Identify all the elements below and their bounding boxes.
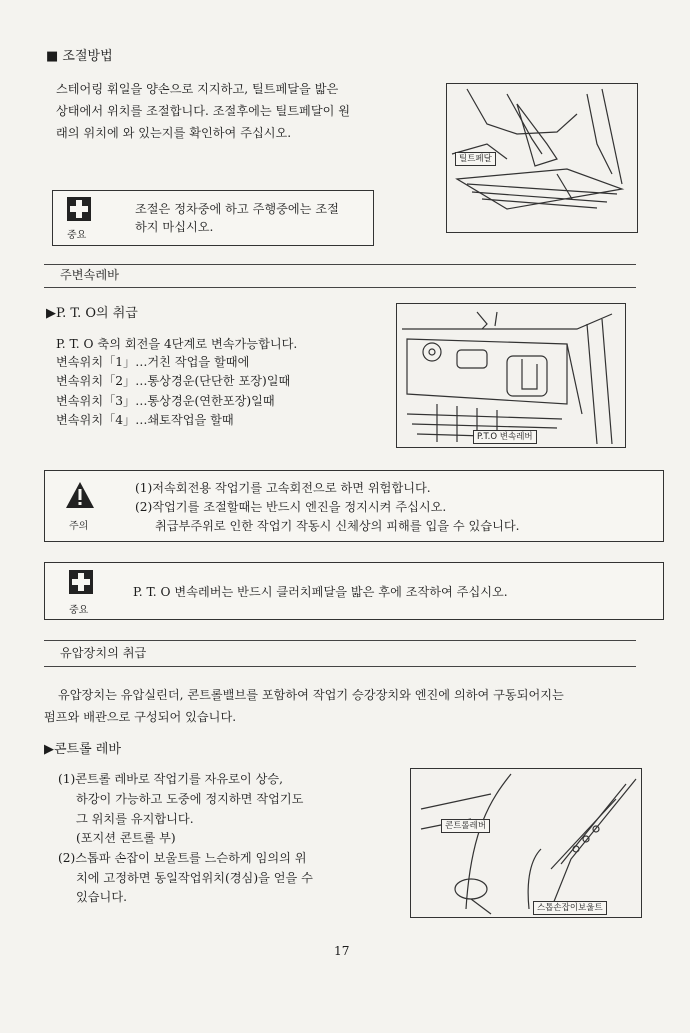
- control-lever-figure: [410, 768, 642, 918]
- tilt-pedal-figure: [446, 83, 638, 233]
- note-caption: 중요: [67, 230, 87, 241]
- hydraulics-intro-line: 펌프와 배관으로 구성되어 있습니다.: [44, 710, 237, 724]
- pto-line: 변속위치「4」…쇄토작업을 할때: [56, 413, 234, 427]
- pto-line: 변속위치「2」…통상경운(단단한 포장)일때: [56, 374, 291, 388]
- stopper-bolt-callout: 스톱손잡이보울트: [533, 901, 607, 915]
- section-rule: [44, 264, 636, 265]
- section-title-hydraulics: 유압장치의 취급: [60, 646, 147, 660]
- hydraulics-intro-line: 유압장치는 유압실린더, 콘트롤밸브를 포함하여 작업기 승강장치와 엔진에 의하여 구동되어지는: [58, 688, 564, 702]
- note-caption: 중요: [69, 605, 89, 616]
- paragraph-line: 스테어링 휘일을 양손으로 지지하고, 틸트페달을 밟은: [56, 82, 339, 96]
- control-lever-item: (포지션 콘트롤 부): [76, 831, 176, 845]
- section-rule: [44, 666, 636, 667]
- control-lever-heading: ▶콘트롤 레바: [44, 742, 121, 757]
- warning-line: 취급부주위로 인한 작업기 작동시 신체상의 피해를 입을 수 있습니다.: [155, 519, 520, 533]
- section-heading-adjust: ■ 조절방법: [46, 49, 113, 64]
- control-lever-item: 치에 고정하면 동일작업위치(경심)을 얻을 수: [76, 871, 313, 885]
- pto-heading: ▶P. T. O의 취급: [46, 306, 138, 321]
- section-rule: [44, 287, 636, 288]
- control-lever-item: 그 위치를 유지합니다.: [76, 812, 194, 826]
- section-rule: [44, 640, 636, 641]
- note-text-line: 하지 마십시오.: [135, 220, 214, 234]
- control-lever-callout: 콘트롤레버: [441, 819, 490, 833]
- pto-lever-figure: [396, 303, 626, 448]
- pto-line: 변속위치「1」…거친 작업을 할때에: [56, 355, 250, 369]
- section-title-main-shift-lever: 주변속레바: [60, 268, 119, 282]
- cross-icon: [67, 197, 91, 221]
- cross-icon: [69, 570, 93, 594]
- caution-box: [44, 470, 664, 542]
- tilt-pedal-callout: 틸트페달: [455, 152, 496, 166]
- control-lever-item: (2)스톱파 손잡이 보울트를 느슨하게 임의의 위: [58, 851, 307, 865]
- warning-caption: 주의: [69, 521, 89, 532]
- warning-line: (2)작업기를 조절할때는 반드시 엔진을 정지시켜 주십시오.: [135, 500, 447, 514]
- pto-line: P. T. O 축의 회전을 4단계로 변속가능합니다.: [56, 337, 298, 351]
- note-text: P. T. O 변속레버는 반드시 클러치페달을 밟은 후에 조작하여 주십시오.: [133, 585, 508, 599]
- pto-lever-illustration: [397, 304, 625, 447]
- control-lever-item: 하강이 가능하고 도중에 정지하면 작업기도: [76, 792, 304, 806]
- control-lever-item: (1)콘트롤 레바로 작업기를 자유로이 상승,: [58, 772, 284, 786]
- pto-lever-callout: P.T.O 변속레버: [473, 430, 537, 444]
- page-number: 17: [334, 944, 350, 958]
- paragraph-line: 래의 위치에 와 있는지를 확인하여 주십시오.: [56, 126, 292, 140]
- control-lever-illustration: [411, 769, 641, 917]
- warning-line: (1)저속회전용 작업기를 고속회전으로 하면 위험합니다.: [135, 481, 431, 495]
- paragraph-line: 상태에서 위치를 조절합니다. 조절후에는 틸트페달이 원: [56, 104, 351, 118]
- control-lever-item: 있습니다.: [76, 890, 127, 904]
- pto-line: 변속위치「3」…통상경운(연한포장)일때: [56, 394, 275, 408]
- note-text-line: 조절은 정차중에 하고 주행중에는 조절: [135, 202, 339, 216]
- important-note-box: [44, 562, 664, 620]
- important-note-box: [52, 190, 374, 246]
- warning-icon: [65, 481, 95, 509]
